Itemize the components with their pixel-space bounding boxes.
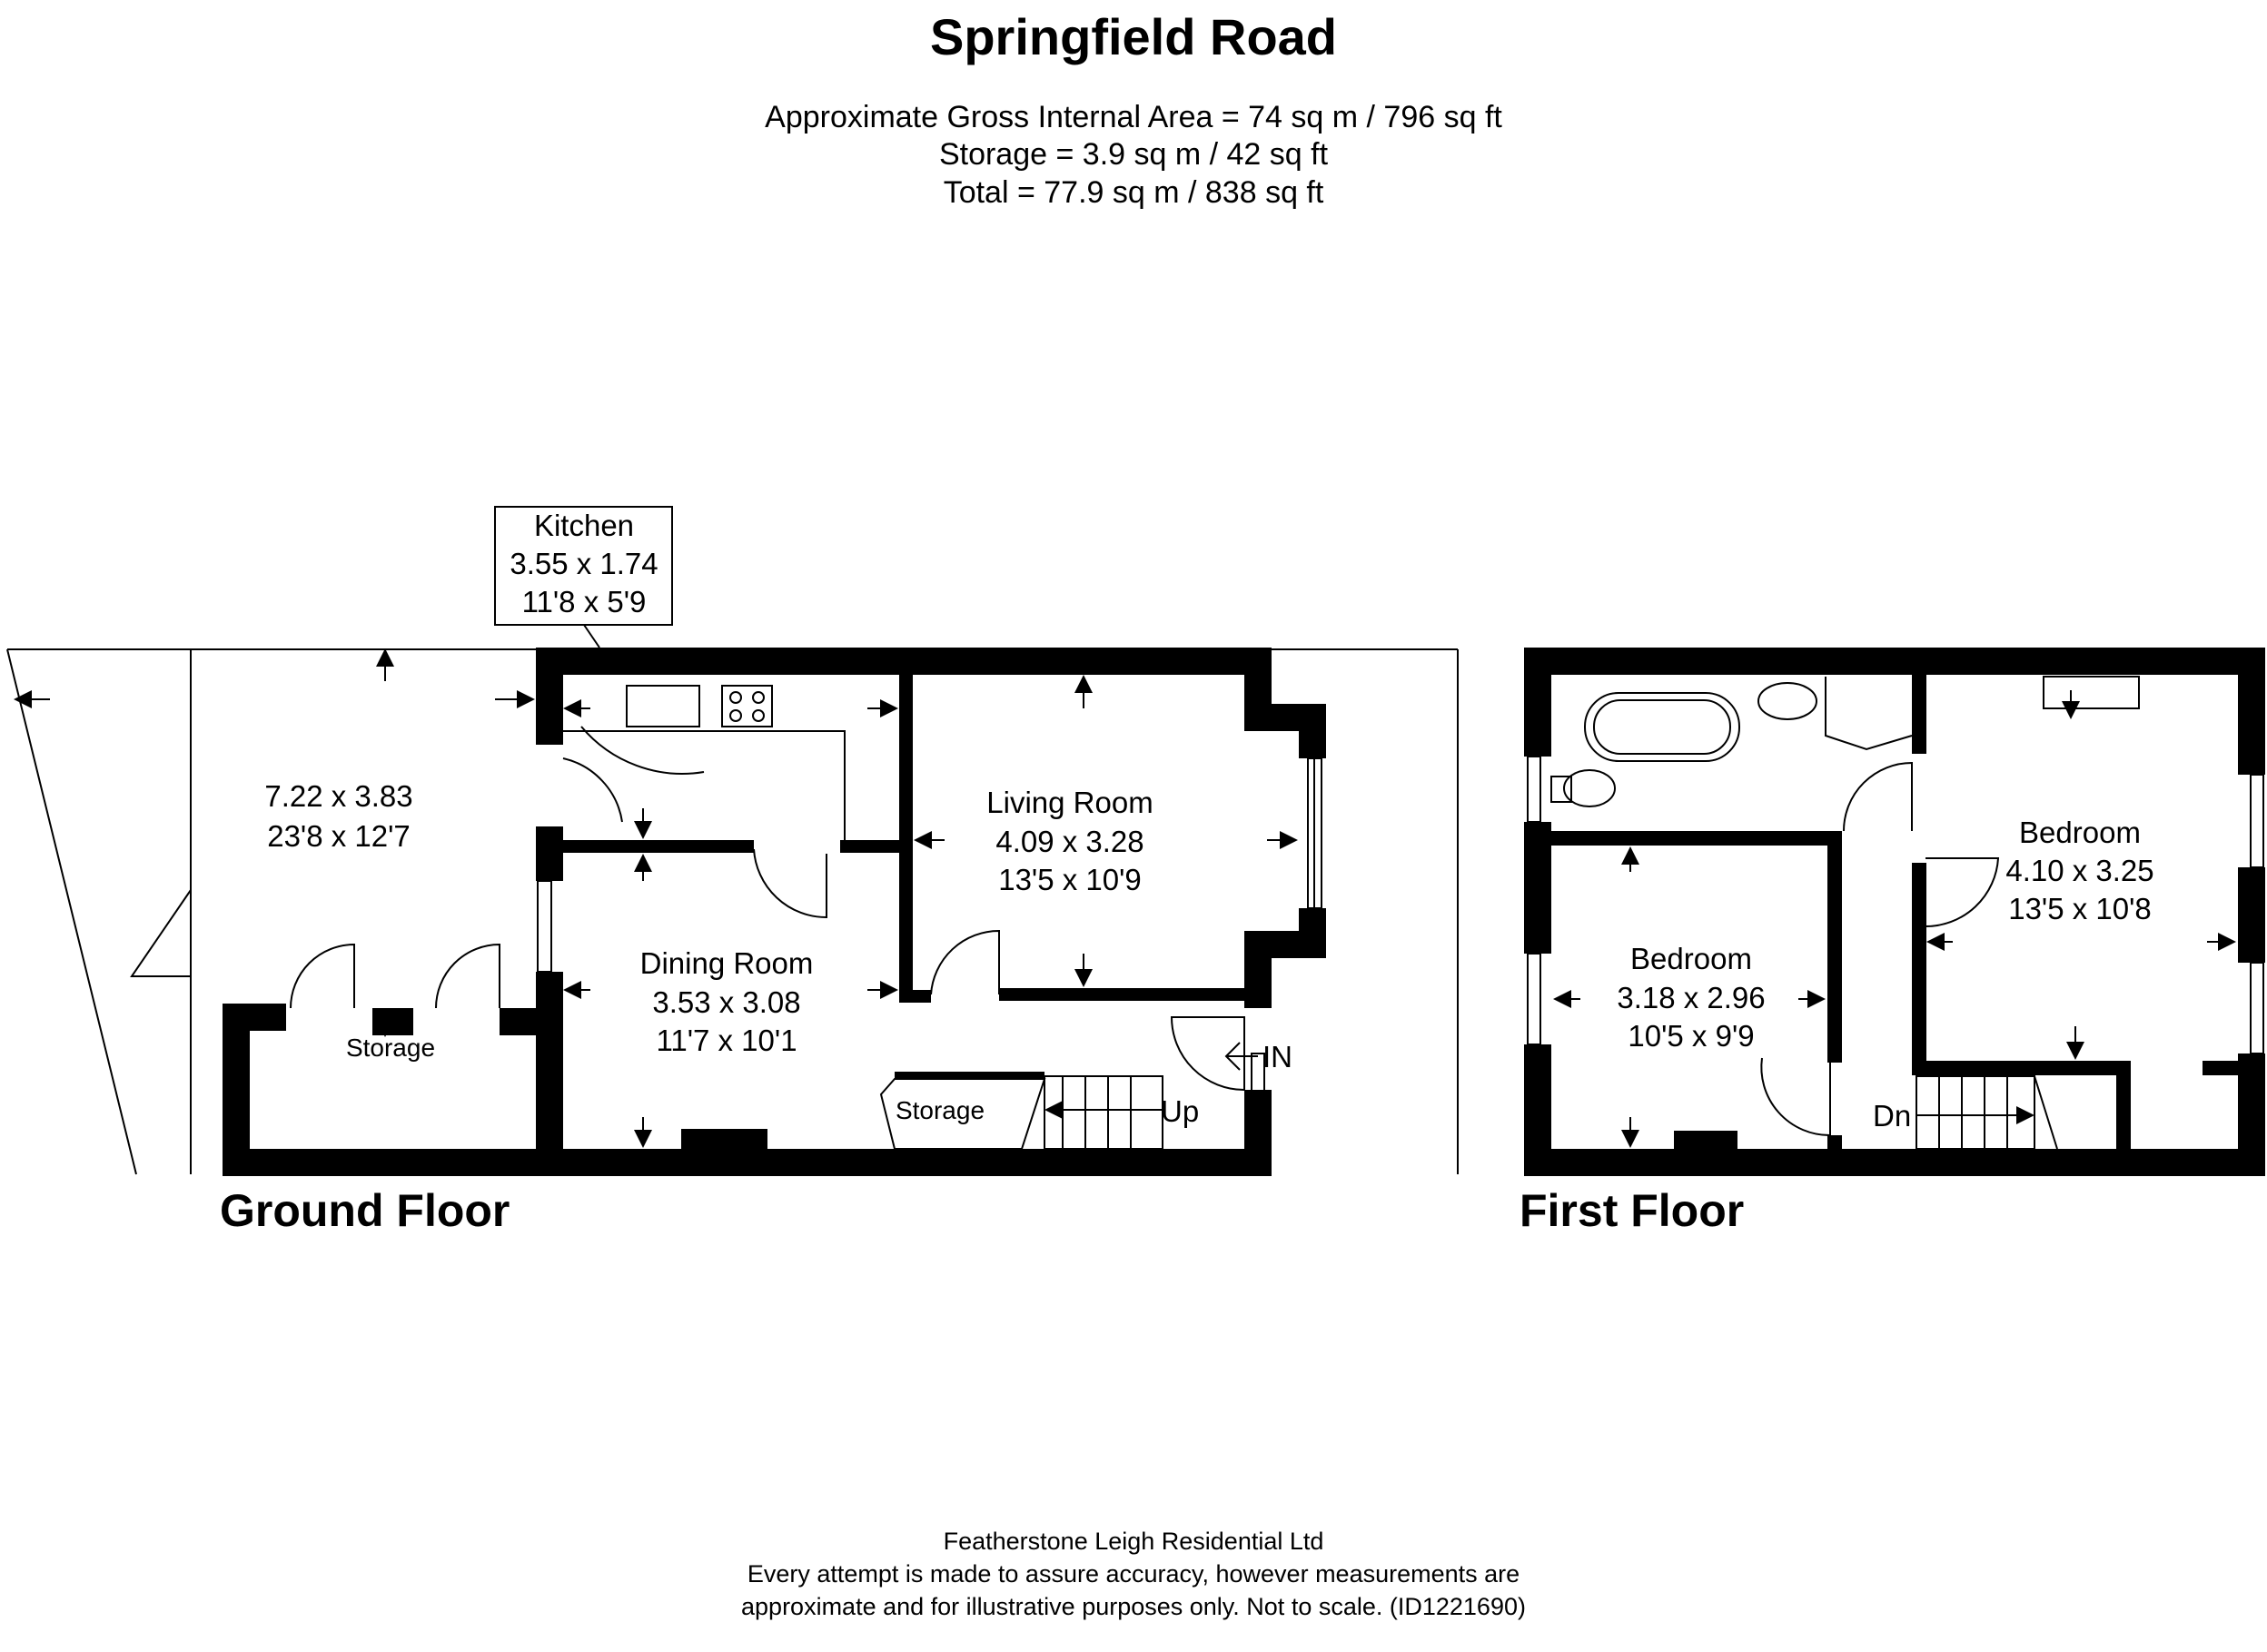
storage-door-left [291, 945, 354, 1008]
garden-door-swing [581, 727, 704, 774]
total-area: Total = 77.9 sq m / 838 sq ft [943, 175, 1324, 210]
kitchen-sink [627, 686, 699, 727]
ff-bed2-window-low [2251, 963, 2263, 1054]
ff-bed1-door [1761, 1058, 1830, 1135]
wall-living-bottom [999, 988, 1244, 1001]
dining-metric: 3.53 x 3.08 [652, 985, 801, 1019]
wall-storage-top-right [500, 1008, 563, 1035]
bed1-name: Bedroom [1630, 942, 1752, 975]
bed2-metric: 4.10 x 3.25 [2005, 854, 2154, 887]
kitchen-metric: 3.55 x 1.74 [510, 547, 658, 580]
ground-floor-plan [7, 507, 1458, 1176]
ff-wall-bed1-right-stub [1827, 1135, 1842, 1153]
wall-storage-top [895, 1072, 1044, 1079]
footer-company: Featherstone Leigh Residential Ltd [943, 1528, 1324, 1555]
ff-stair-edge [2034, 1076, 2057, 1149]
first-floor-label: First Floor [1520, 1185, 1745, 1236]
ff-wardrobe [2044, 677, 2139, 708]
ff-wall-bottom [1524, 1149, 2265, 1176]
hob-ring [753, 692, 764, 703]
living-door-swing [931, 931, 999, 994]
ff-wall-bed2-left [1912, 926, 1926, 1063]
hob-ring [753, 710, 764, 721]
ff-wall-landing [1912, 863, 1926, 926]
dining-window [538, 881, 551, 972]
wall-left-low [536, 972, 563, 1176]
kitchen-door-swing [563, 758, 622, 822]
bathtub-inner [1594, 700, 1730, 754]
wall-living-stub [899, 990, 931, 1003]
ff-wall-bed1-right [1827, 831, 1842, 1063]
stairs-up-label: Up [1161, 1094, 1200, 1128]
ff-wall-bath-right [1912, 672, 1926, 754]
wall-bay-bottom [1244, 931, 1272, 1008]
ground-floor-label: Ground Floor [220, 1185, 510, 1236]
hob-ring [730, 710, 741, 721]
bed2-name: Bedroom [2019, 816, 2141, 849]
kitchen-imperial: 11'8 x 5'9 [521, 585, 647, 618]
hob-ring [730, 692, 741, 703]
footer-disclaimer-line1: Every attempt is made to assure accuracy, however measurements are [747, 1560, 1520, 1588]
wall-kitchen-dining-left [559, 840, 754, 853]
ff-wall-bed2-stub [2203, 1061, 2241, 1075]
garden-imperial: 23'8 x 12'7 [267, 819, 411, 853]
garden-metric: 7.22 x 3.83 [264, 779, 413, 813]
ff-wall-right-mid [2238, 867, 2265, 963]
dining-door-swing [754, 849, 827, 917]
ff-bath-door [1844, 763, 1912, 831]
ff-bed2-door [1925, 858, 1998, 926]
washbasin [1758, 683, 1817, 719]
wall-bay-top [1244, 648, 1272, 708]
ff-wall-right-low [2238, 1054, 2265, 1176]
ff-bed1-window [1528, 954, 1540, 1044]
gross-area: Approximate Gross Internal Area = 74 sq m / 796 sq ft [765, 100, 1502, 134]
ff-wall-left-mid [1524, 822, 1551, 954]
front-door-swing [1172, 1017, 1244, 1090]
wall-storage-top-left [223, 1004, 286, 1031]
kitchen-pointer [584, 625, 599, 648]
ff-wall-right-top [2238, 648, 2265, 775]
kitchen-hob [722, 686, 772, 727]
living-imperial: 13'5 x 10'9 [998, 863, 1142, 896]
fireplace [681, 1129, 767, 1149]
airing-cupboard [1826, 677, 1912, 749]
ff-fireplace [1674, 1131, 1737, 1151]
wall-right-low [1244, 1090, 1272, 1176]
bed2-imperial: 13'5 x 10'8 [2008, 892, 2152, 925]
ff-wall-top [1524, 648, 2265, 675]
stairs-down-label: Dn [1873, 1099, 1912, 1133]
footer-disclaimer-line2: approximate and for illustrative purposes only. Not to scale. (ID1221690) [741, 1593, 1526, 1620]
plan-title: Springfield Road [930, 8, 1337, 65]
storage-door-right [436, 945, 500, 1008]
living-name: Living Room [986, 786, 1153, 819]
wall-left-mid [536, 826, 563, 881]
ff-wall-bath-bottom [1549, 831, 1839, 846]
first-floor-plan [1524, 648, 2265, 1176]
garden-outline [7, 649, 536, 1174]
ff-wall-left-top [1524, 648, 1551, 757]
living-metric: 4.09 x 3.28 [995, 825, 1144, 858]
dining-name: Dining Room [639, 946, 814, 980]
wall-bay-top-side [1299, 704, 1326, 758]
bed1-metric: 3.18 x 2.96 [1617, 981, 1766, 1014]
wall-living-left [899, 672, 913, 999]
storage-area: Storage = 3.9 sq m / 42 sq ft [938, 137, 1329, 172]
dining-imperial: 11'7 x 10'1 [656, 1024, 797, 1057]
wall-storage-mid [372, 1008, 413, 1035]
wall-top [536, 648, 1272, 675]
bed1-imperial: 10'5 x 9'9 [1628, 1019, 1755, 1053]
ff-bath-window [1528, 757, 1540, 822]
wall-kitchen-dining-right [840, 840, 904, 853]
kitchen-name: Kitchen [533, 509, 635, 542]
ff-wall-stair-right [2116, 1061, 2131, 1152]
stairs-storage-label: Storage [895, 1096, 985, 1124]
ff-bed2-window-top [2251, 775, 2263, 867]
wall-bottom [223, 1149, 1272, 1176]
ff-stairs [1916, 1076, 2034, 1149]
outside-storage-label: Storage [345, 1034, 436, 1062]
wall-kitchen-left [536, 648, 563, 745]
entrance-label: IN [1262, 1040, 1292, 1073]
ff-wall-bed2-bottom [1912, 1061, 2130, 1075]
